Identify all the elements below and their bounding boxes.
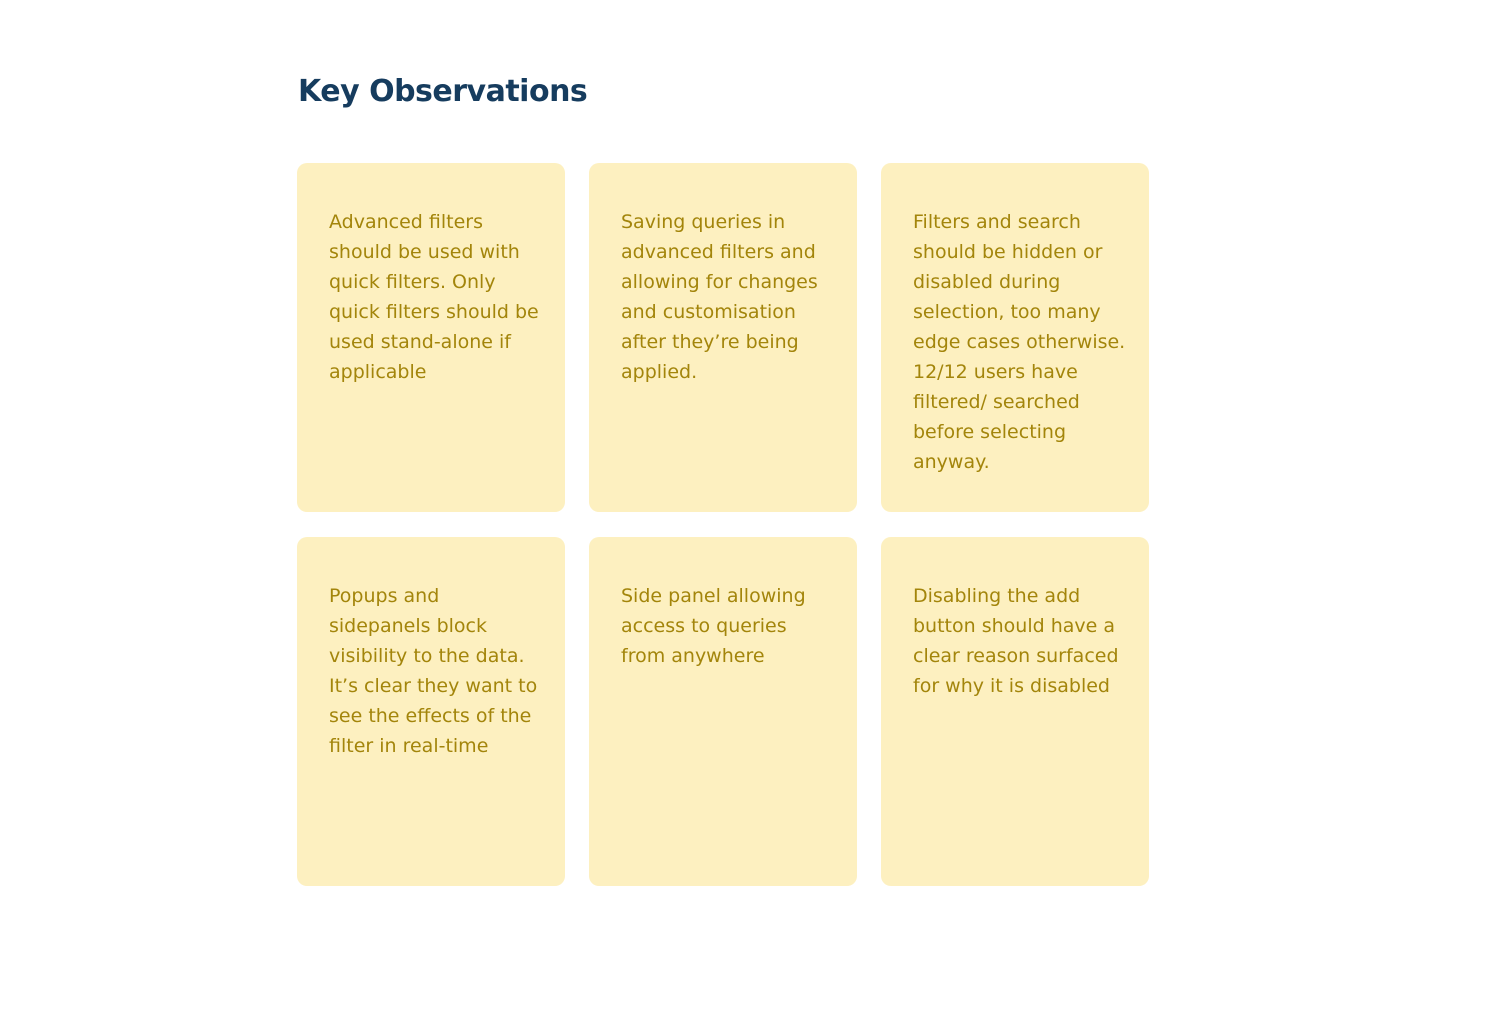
observation-text: Disabling the add button should have a clear reason surfaced for why it is disabled [913, 585, 1119, 697]
observation-card [589, 163, 857, 512]
observation-text: Popups and sidepanels block visibility to the data. It’s clear they want to see the effects of the filter in real-time [329, 585, 538, 757]
observation-text: Advanced filters should be used with quick filters. Only quick filters should be used stand-alone if applicable [329, 211, 539, 383]
observations-grid [297, 163, 1149, 886]
page-title: Key Observations [298, 74, 588, 109]
observation-card [297, 163, 565, 512]
observation-text: Side panel allowing access to queries from anywhere [621, 585, 806, 667]
observation-text: Filters and search should be hidden or disabled during selection, too many edge cases otherwise. 12/12 users have filtered/ searched before selecting anyway. [913, 211, 1126, 473]
observation-card [589, 537, 857, 886]
observation-card [297, 537, 565, 886]
observation-text: Saving queries in advanced filters and allowing for changes and customisation after they’re being applied. [621, 211, 818, 383]
observation-card [881, 163, 1149, 512]
observation-card [881, 537, 1149, 886]
